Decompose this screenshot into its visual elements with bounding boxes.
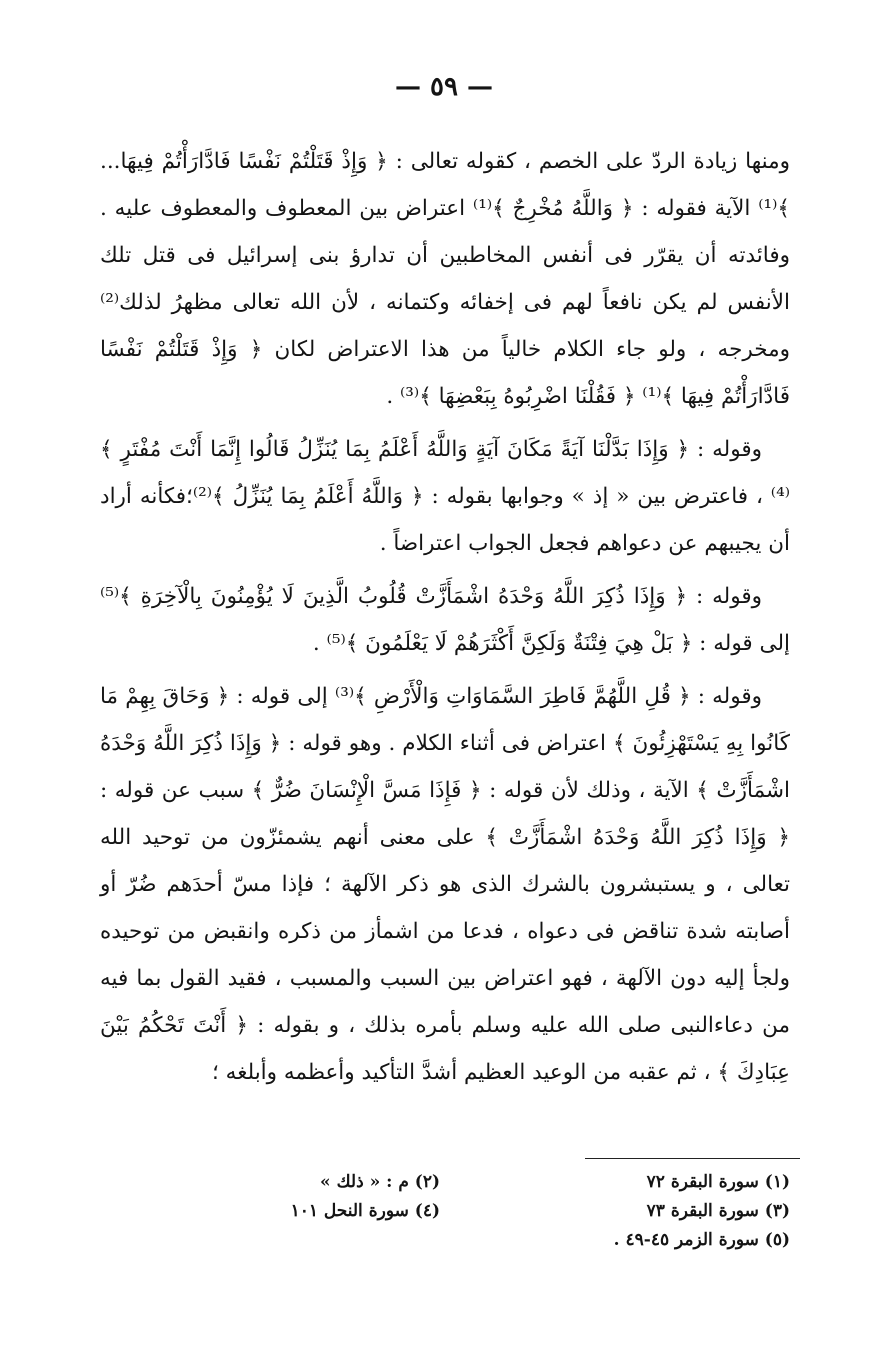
footnotes-left-column (190, 1168, 440, 1226)
paragraph-2: وقوله : ﴿ وَإِذَا بَدَّلْنَا آيَةً مَكَانَ آيَةٍ وَاللَّهُ أَعْلَمُ بِمَا يُنَزِّلُ قَالُوا إِنَّمَا أَنْتَ مُفْتَرٍ ﴾⁽⁴⁾ ، فاعترض بين « إذ » وجوابها بقوله : ﴿ وَاللَّهُ أَعْلَمُ بِمَا يُنَزِّلُ ﴾⁽²⁾؛فكأنه أراد أن يجيبهم عن دعواهم فجعل الجواب اعتراضاً . (100, 437, 790, 556)
paragraph-4: وقوله : ﴿ قُلِ اللَّهُمَّ فَاطِرَ السَّمَاوَاتِ وَالْأَرْضِ ﴾⁽³⁾ إلى قوله : ﴿ وَحَاقَ بِهِمْ مَا كَانُوا بِهِ يَسْتَهْزِئُونَ ﴾ اعتراض فى أثناء الكلام . وهو قوله : ﴿ وَإِذَا ذُكِرَ اللَّهُ وَحْدَهُ اشْمَأَزَّتْ ﴾ الآية ، وذلك لأن قوله : ﴿ فَإِذَا مَسَّ الْإِنْسَانَ ضُرٌّ ﴾ سبب عن قوله : ﴿ وَإِذَا ذُكِرَ اللَّهُ وَحْدَهُ اشْمَأَزَّتْ ﴾ على معنى أنهم يشمئزّون من توحيد الله تعالى ، و يستبشرون بالشرك الذى هو ذكر الآلهة ؛ فإذا مسّ أحدَهم ضُرّ أو أصابته شدة تناقض فى دعواه ، فدعا من اشمأز من ذكره وانقبض من توحيده ولجأ إليه دون الآلهة ، فهو اعتراض بين السبب والمسبب ، فقيد القول بما فيه من دعاءالنبى صلى الله عليه وسلم بأمره بذلك ، و بقوله : ﴿ أَنْتَ تَحْكُمُ بَيْنَ عِبَادِكَ ﴾ ، ثم عقبه من الوعيد العظيم أشدَّ التأكيد وأعظمه وأبلغه ؛ (100, 684, 790, 1085)
footnote-3: (٣) سورة البقرة ٧٣ (646, 1201, 790, 1221)
footnote-4: (٤) سورة النحل ١٠١ (290, 1201, 440, 1221)
footnote-1: (١) سورة البقرة ٧٢ (646, 1172, 790, 1192)
footnote-2: (٢) م : « ذلك » (320, 1172, 440, 1192)
paragraph-3: وقوله : ﴿ وَإِذَا ذُكِرَ اللَّهُ وَحْدَهُ اشْمَأَزَّتْ قُلُوبُ الَّذِينَ لَا يُؤْمِنُونَ بِالْآخِرَةِ ﴾⁽⁵⁾ إلى قوله : ﴿ بَلْ هِيَ فِتْنَةٌ وَلَكِنَّ أَكْثَرَهُمْ لَا يَعْلَمُونَ ﴾⁽⁵⁾ . (100, 584, 790, 656)
footnote-divider (585, 1158, 800, 1159)
paragraph-1: ومنها زيادة الردّ على الخصم ، كقوله تعالى : ﴿ وَإِذْ قَتَلْتُمْ نَفْسًا فَادَّارَأْتُمْ فِيهَا... ﴾⁽¹⁾ الآية فقوله : ﴿ وَاللَّهُ مُخْرِجٌ ﴾⁽¹⁾ اعتراض بين المعطوف والمعطوف عليه . وفائدته أن يقرّر فى أنفس المخاطبين أن تدارؤ بنى إسرائيل فى قتل تلك الأنفس لم يكن نافعاً لهم فى إخفائه وكتمانه ، لأن الله تعالى مظهرُ لذلك⁽²⁾ ومخرجه ، ولو جاء الكلام خالياً من هذا الاعتراض لكان ﴿ وَإِذْ قَتَلْتُمْ نَفْسًا فَادَّارَأْتُمْ فِيهَا ﴾⁽¹⁾ ﴿ فَقُلْنَا اضْرِبُوهُ بِبَعْضِهَا ﴾⁽³⁾ . (100, 149, 790, 409)
footnotes-right-column (530, 1168, 790, 1255)
main-text (100, 138, 790, 1102)
page-number: — ٥٩ — (394, 72, 494, 102)
footnote-5: (٥) سورة الزمر ٤٥-٤٩ . (613, 1230, 790, 1250)
